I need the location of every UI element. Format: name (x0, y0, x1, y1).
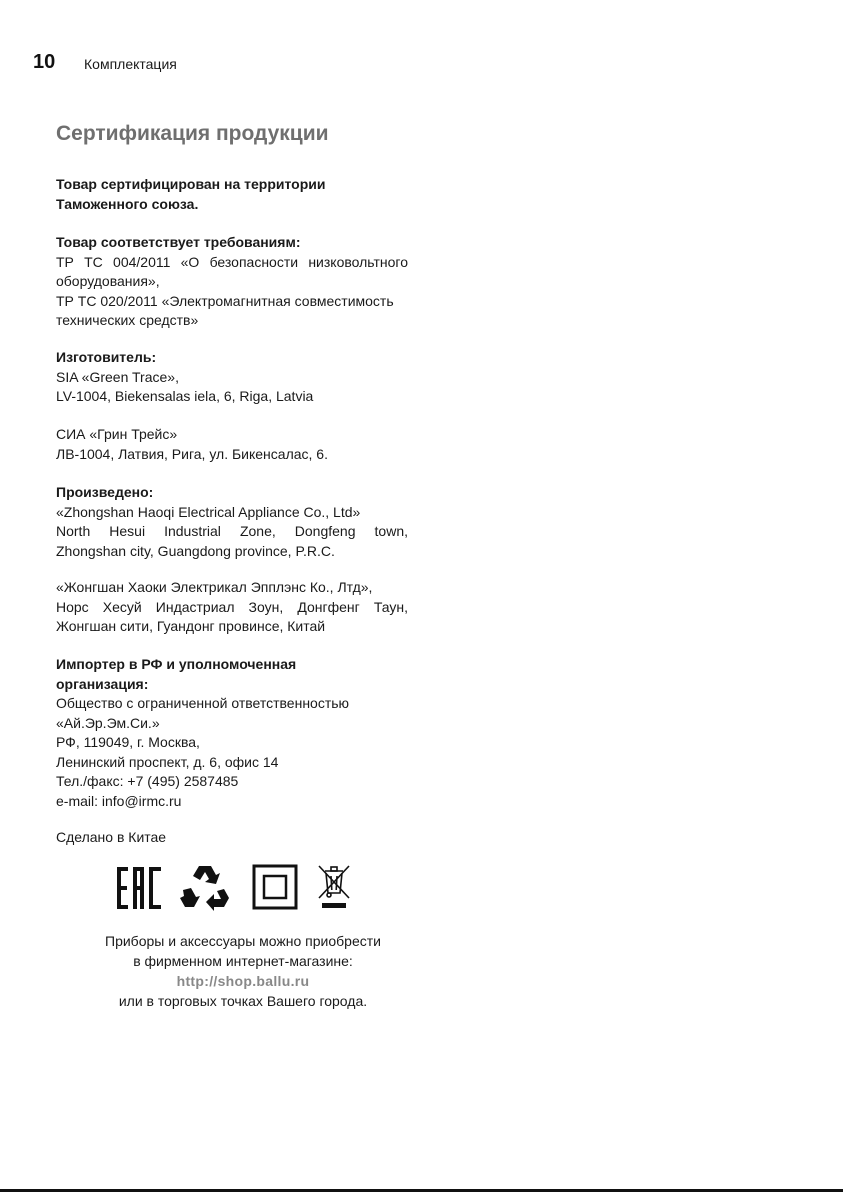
compliance-heading: Товар соответствует требованиям: (56, 234, 301, 250)
produced-line-5: Норс Хесуй Индастриал Зоун, Донгфенг Таун, (56, 598, 408, 615)
cert-line-2: Таможенного союза. (56, 195, 199, 212)
manufacturer-line-3: СИА «Грин Трейс» (56, 426, 178, 442)
section-title: Комплектация (84, 56, 177, 72)
produced-heading: Произведено: (56, 484, 154, 500)
shop-line-1: Приборы и аксессуары можно приобрести (105, 933, 381, 949)
importer-heading-1: Импортер в РФ и уполномоченная (56, 656, 297, 672)
compliance-line-2: оборудования», (56, 273, 160, 289)
made-in-text: Сделано в Китае (56, 829, 167, 845)
compliance-line-3: ТР ТС 020/2011 «Электромагнитная совместимость (56, 292, 394, 309)
compliance-block (56, 233, 408, 331)
manufacturer-ru-block (56, 425, 408, 464)
manufacturer-block (56, 348, 408, 407)
double-insulation-icon (252, 863, 300, 911)
page-title: Сертификация продукции (56, 122, 329, 145)
shop-block (60, 931, 426, 1011)
produced-ru-block (56, 578, 408, 637)
produced-line-4: «Жонгшан Хаоки Электрикал Эпплэнс Ко., Лтд», (56, 579, 373, 595)
produced-line-6: Жонгшан сити, Гуандонг провинсе, Китай (56, 618, 326, 634)
certification-block (56, 175, 408, 214)
manufacturer-line-2: LV-1004, Biekensalas iela, 6, Riga, Latvia (56, 388, 314, 404)
made-in-block (56, 828, 408, 848)
importer-line-5: Тел./факс: +7 (495) 2587485 (56, 773, 239, 789)
importer-line-4: Ленинский проспект, д. 6, офис 14 (56, 753, 279, 770)
manufacturer-line-4: ЛВ-1004, Латвия, Рига, ул. Бикенсалас, 6. (56, 445, 328, 462)
shop-link[interactable]: http://shop.ballu.ru (176, 973, 310, 989)
compliance-line-1: ТР ТС 004/2011 «О безопасности низковольтного (56, 253, 408, 270)
manufacturer-line-1: SIA «Green Trace», (56, 368, 179, 385)
produced-line-1: «Zhongshan Haoqi Electrical Appliance Co., Ltd» (56, 503, 361, 520)
importer-line-1: Общество с ограниченной ответственностью (56, 695, 350, 711)
importer-line-3: РФ, 119049, г. Москва, (56, 734, 200, 750)
compliance-line-4: технических средств» (56, 312, 199, 328)
manufacturer-heading: Изготовитель: (56, 349, 157, 365)
cert-line-1: Товар сертифицирован на территории (56, 176, 326, 192)
importer-block (56, 655, 408, 811)
recycling-icon (180, 863, 230, 911)
page-number: 10 (33, 51, 56, 73)
importer-line-6: e-mail: info@irmc.ru (56, 792, 182, 809)
importer-line-2: «Ай.Эр.Эм.Си.» (56, 714, 160, 731)
eac-mark-icon (117, 863, 163, 911)
certification-icons (112, 863, 362, 915)
produced-block (56, 483, 408, 561)
importer-heading-2: организация: (56, 675, 149, 692)
shop-line-2: в фирменном интернет-магазине: (133, 953, 353, 969)
weee-bin-icon (317, 863, 351, 915)
produced-line-2: North Hesui Industrial Zone, Dongfeng town, (56, 523, 408, 539)
shop-line-3: или в торговых точках Вашего города. (118, 993, 368, 1009)
produced-line-3: Zhongshan city, Guangdong province, P.R.C. (56, 542, 335, 559)
